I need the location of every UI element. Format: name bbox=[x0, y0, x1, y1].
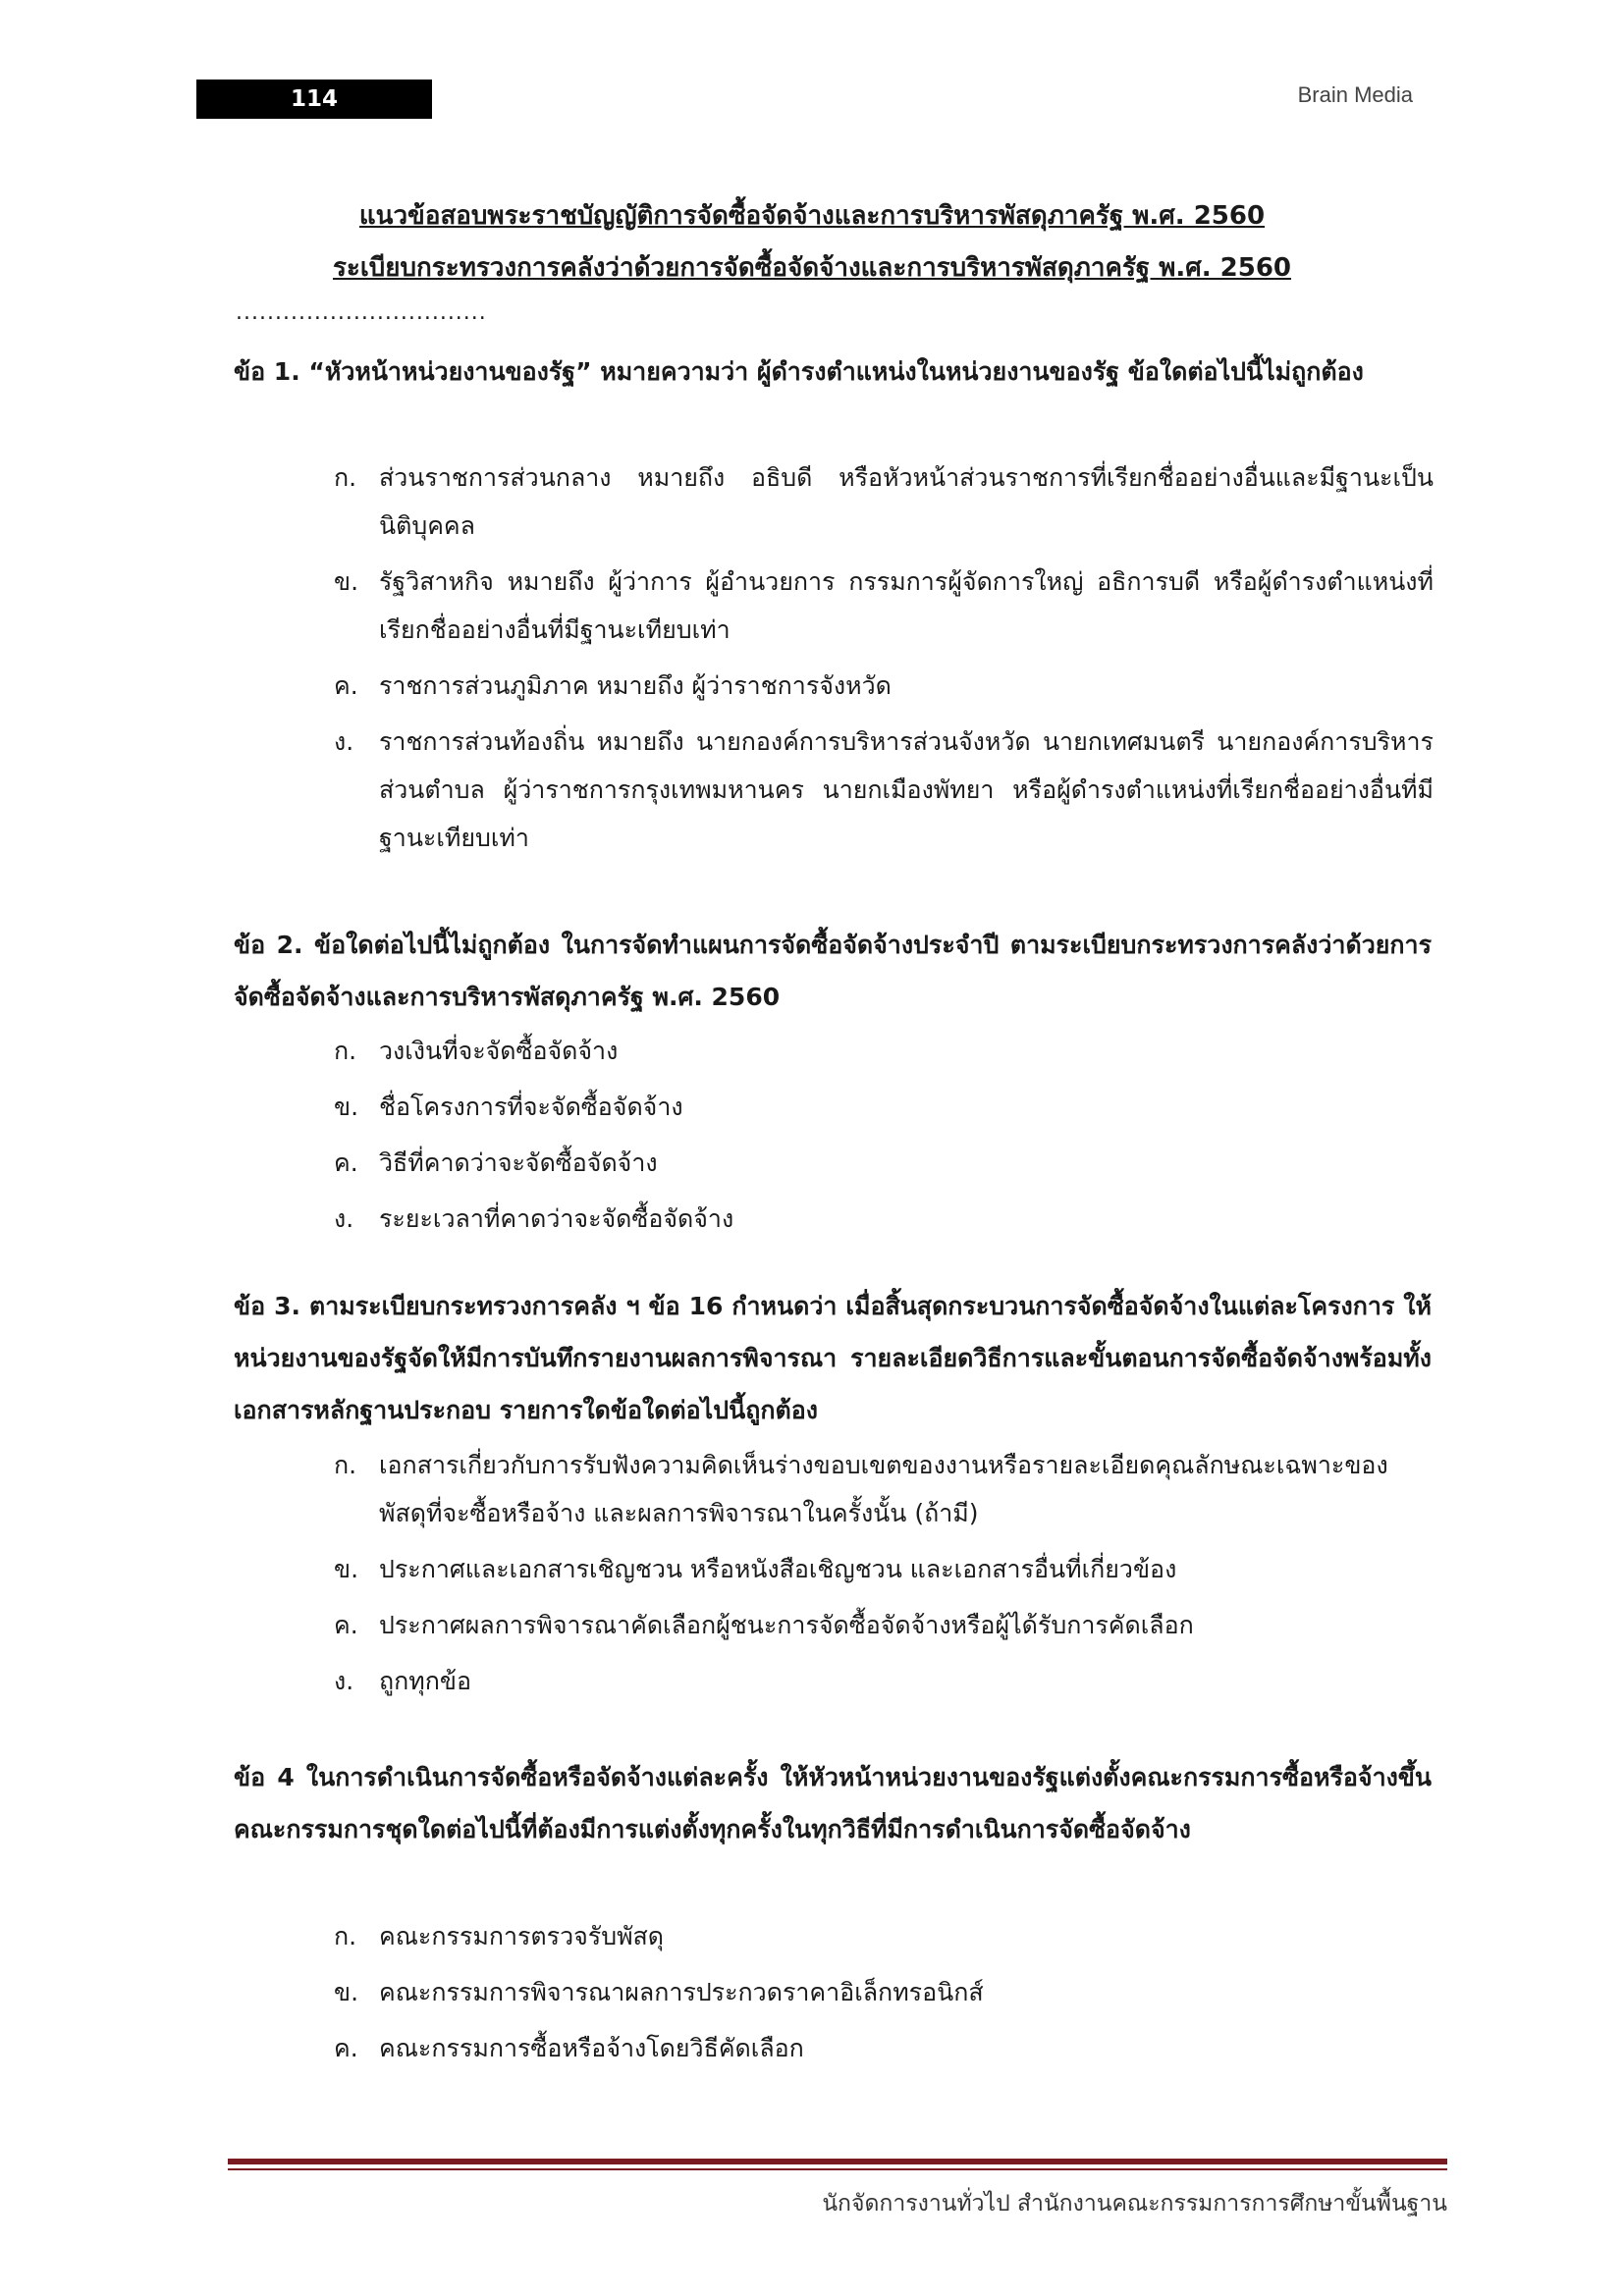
option bbox=[334, 1027, 1434, 1075]
option-label: ข. bbox=[334, 1093, 359, 1121]
option bbox=[334, 558, 1434, 654]
option-text: คณะกรรมการซื้อหรือจ้างโดยวิธีคัดเลือก bbox=[379, 2034, 804, 2062]
question-1-options bbox=[334, 454, 1434, 870]
option-text: ราชการส่วนท้องถิ่น หมายถึง นายกองค์การบริหารส่วนจังหวัด นายกเทศมนตรี นายกองค์การบริหารส่วนตำบล ผู้ว่าราชการกรุงเทพมหานคร นายกเมืองพัทยา หรือผู้ดำรงตำแหน่งที่เรียกชื่ออย่างอื่นที่มีฐานะเทียบเท่า bbox=[379, 727, 1434, 852]
option bbox=[334, 1083, 1434, 1131]
question-4-options bbox=[334, 1912, 1434, 2080]
option-label: ก. bbox=[334, 1922, 357, 1950]
option bbox=[334, 1195, 1434, 1243]
option-label: ข. bbox=[334, 567, 359, 596]
option-label: ค. bbox=[334, 1148, 358, 1177]
option-label: ค. bbox=[334, 2034, 358, 2062]
brand-name: Brain Media bbox=[1297, 82, 1413, 107]
option-label: ค. bbox=[334, 1611, 358, 1639]
option-label: ง. bbox=[334, 727, 354, 756]
option bbox=[334, 662, 1434, 710]
option-text: ราชการส่วนภูมิภาค หมายถึง ผู้ว่าราชการจังหวัด bbox=[379, 671, 892, 700]
option bbox=[334, 1657, 1434, 1705]
option-label: ง. bbox=[334, 1667, 354, 1695]
option bbox=[334, 1139, 1434, 1187]
option-text: ชื่อโครงการที่จะจัดซื้อจัดจ้าง bbox=[379, 1093, 683, 1121]
question-2: ข้อ 2. ข้อใดต่อไปนี้ไม่ถูกต้อง ในการจัดทำแผนการจัดซื้อจัดจ้างประจำปี ตามระเบียบกระทรวงการคลังว่าด้วยการจัดซื้อจัดจ้างและการบริหารพัสดุภาครัฐ พ.ศ. 2560 bbox=[234, 931, 1432, 1011]
page-number bbox=[196, 80, 432, 119]
option bbox=[334, 1545, 1434, 1593]
option-text: ประกาศและเอกสารเชิญชวน หรือหนังสือเชิญชวน และเอกสารอื่นที่เกี่ยวข้อง bbox=[379, 1555, 1177, 1583]
option-label: ง. bbox=[334, 1204, 354, 1233]
option bbox=[334, 2024, 1434, 2072]
option-text: ระยะเวลาที่คาดว่าจะจัดซื้อจัดจ้าง bbox=[379, 1204, 734, 1233]
option-label: ก. bbox=[334, 463, 357, 492]
question-4: ข้อ 4 ในการดำเนินการจัดซื้อหรือจัดจ้างแต่ละครั้ง ให้หัวหน้าหน่วยงานของรัฐแต่งตั้งคณะกรรมการซื้อหรือจ้างขึ้น คณะกรรมการชุดใดต่อไปนี้ที่ต้องมีการแต่งตั้งทุกครั้งในทุกวิธีที่มีการดำเนินการจัดซื้อจัดจ้าง bbox=[234, 1763, 1432, 1843]
question-1: ข้อ 1. “หัวหน้าหน่วยงานของรัฐ” หมายความว่า ผู้ดำรงตำแหน่งในหน่วยงานของรัฐ ข้อใดต่อไปนี้ไม่ถูกต้อง bbox=[234, 357, 1364, 386]
option-text: เอกสารเกี่ยวกับการรับฟังความคิดเห็นร่างขอบเขตของงานหรือรายละเอียดคุณลักษณะเฉพาะของพัสดุที่จะซื้อหรือจ้าง และผลการพิจารณาในครั้งนั้น (ถ้ามี) bbox=[379, 1451, 1388, 1527]
option-label: ข. bbox=[334, 1555, 359, 1583]
option-text: ประกาศผลการพิจารณาคัดเลือกผู้ชนะการจัดซื้อจัดจ้างหรือผู้ได้รับการคัดเลือก bbox=[379, 1611, 1194, 1639]
option bbox=[334, 718, 1434, 862]
option-text: คณะกรรมการพิจารณาผลการประกวดราคาอิเล็กทรอนิกส์ bbox=[379, 1978, 984, 2006]
option-label: ข. bbox=[334, 1978, 359, 2006]
option-label: ก. bbox=[334, 1451, 357, 1479]
option-text: รัฐวิสาหกิจ หมายถึง ผู้ว่าการ ผู้อำนวยการ กรรมการผู้จัดการใหญ่ อธิการบดี หรือผู้ดำรงตำแหน่งที่เรียกชื่ออย่างอื่นที่มีฐานะเทียบเท่า bbox=[379, 567, 1434, 644]
page-number-text: 114 bbox=[290, 86, 338, 112]
footer-text: นักจัดการงานทั่วไป สำนักงานคณะกรรมการการศึกษาขั้นพื้นฐาน bbox=[822, 2191, 1447, 2216]
option bbox=[334, 1441, 1434, 1537]
footer-divider-thin bbox=[228, 2168, 1447, 2170]
option bbox=[334, 454, 1434, 550]
question-3: ข้อ 3. ตามระเบียบกระทรวงการคลัง ฯ ข้อ 16 กำหนดว่า เมื่อสิ้นสุดกระบวนการจัดซื้อจัดจ้างในแต่ละโครงการ ให้หน่วยงานของรัฐจัดให้มีการบันทึกรายงานผลการพิจารณา รายละเอียดวิธีการและขั้นตอนการจัดซื้อจัดจ้างพร้อมทั้งเอกสารหลักฐานประกอบ รายการใดข้อใดต่อไปนี้ถูกต้อง bbox=[234, 1292, 1432, 1424]
option-text: คณะกรรมการตรวจรับพัสดุ bbox=[379, 1922, 665, 1950]
option-text: ส่วนราชการส่วนกลาง หมายถึง อธิบดี หรือหัวหน้าส่วนราชการที่เรียกชื่ออย่างอื่นและมีฐานะเป็นนิติบุคคล bbox=[379, 463, 1434, 540]
separator-dots: ................................ bbox=[236, 300, 487, 325]
question-3-options bbox=[334, 1441, 1434, 1713]
option-label: ก. bbox=[334, 1037, 357, 1065]
option bbox=[334, 1968, 1434, 2016]
option bbox=[334, 1601, 1434, 1649]
option bbox=[334, 1912, 1434, 1960]
document-title-line-1: แนวข้อสอบพระราชบัญญัติการจัดซื้อจัดจ้างและการบริหารพัสดุภาครัฐ พ.ศ. 2560 bbox=[358, 201, 1266, 231]
option-text: วิธีที่คาดว่าจะจัดซื้อจัดจ้าง bbox=[379, 1148, 658, 1177]
option-text: วงเงินที่จะจัดซื้อจัดจ้าง bbox=[379, 1037, 619, 1065]
document-title-line-2: ระเบียบกระทรวงการคลังว่าด้วยการจัดซื้อจัดจ้างและการบริหารพัสดุภาครัฐ พ.ศ. 2560 bbox=[332, 253, 1292, 283]
footer-divider bbox=[228, 2159, 1447, 2164]
question-2-options bbox=[334, 1027, 1434, 1251]
option-text: ถูกทุกข้อ bbox=[379, 1667, 471, 1695]
option-label: ค. bbox=[334, 671, 358, 700]
